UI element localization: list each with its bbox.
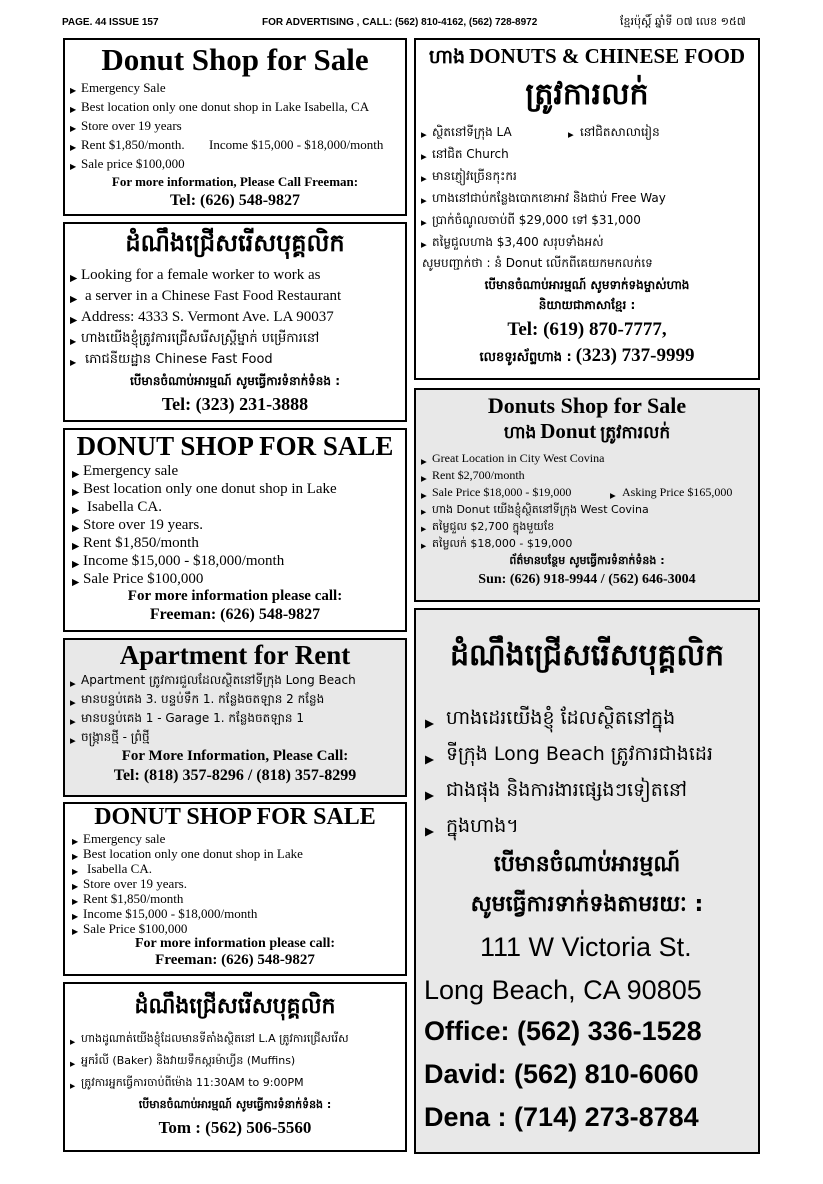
ad-job-tailor-long-beach bbox=[414, 608, 760, 1154]
ad-info: បើមានចំណាប់អារម្មណ៍ សូមធ្វើការទំនាក់ទំនង : bbox=[138, 1098, 332, 1111]
list-item: ▶ Apartment ត្រូវការជួលដែលស្ថិតនៅទីក្រុង Long Beach bbox=[69, 671, 405, 690]
ad-details bbox=[420, 121, 758, 253]
list-item: ▶ មានបន្ទប់គេង 3. បន្ទប់ទឹក 1. កន្លែងចតឡាន 2 កន្លែង bbox=[69, 690, 405, 709]
list-item: ▶ Emergency Sale bbox=[69, 78, 405, 97]
list-item: ▶ Looking for a female worker to work as bbox=[69, 265, 405, 286]
phone-dena bbox=[424, 1102, 758, 1133]
store-phone-label: លេខទូរស័ព្ទហាង : bbox=[479, 350, 572, 365]
list-item: ▶ Best location only one donut shop in Lake bbox=[71, 846, 405, 861]
ad-phone: Tel: (323) 231-3888 bbox=[161, 394, 309, 414]
khmer-issue-label: ខ្មែរប៉ុស្ដិ៍ ឆ្នាំទី ០៧ លេខ ១៥៧ bbox=[620, 15, 746, 28]
ad-body bbox=[424, 700, 758, 844]
list-item: ▶ ស្ថិតនៅទីក្រុង LA ▶ នៅជិតសាលារៀន bbox=[420, 121, 758, 143]
ad-subtitle: ត្រូវការលក់ bbox=[525, 77, 649, 112]
ad-donut-shop-sale-3 bbox=[63, 802, 407, 976]
phone-label: Office: bbox=[424, 1016, 510, 1046]
ad-details bbox=[69, 1028, 405, 1094]
phone-number: (562) 810-6060 bbox=[514, 1059, 699, 1089]
list-item: ▶ ជាងផុង និងការងារផ្សេងៗទៀតនៅ bbox=[424, 772, 758, 808]
list-item: ▶ ហាងយើងខ្ញុំត្រូវការជ្រើសរើសស្ត្រីម្នាក់ បម្រើការនៅ bbox=[69, 328, 405, 349]
phone-number: (562) 336-1528 bbox=[517, 1016, 702, 1046]
list-item: ▶ ហាងដេរយើងខ្ញុំ ដែលស្ថិតនៅក្នុង bbox=[424, 700, 758, 736]
ad-donuts-chinese-food bbox=[414, 38, 760, 380]
ad-details bbox=[69, 265, 405, 370]
list-item: ▶ Best location only one donut shop in Lake bbox=[71, 480, 405, 498]
ad-store-phone bbox=[416, 345, 758, 368]
ad-details bbox=[71, 462, 405, 588]
list-item: ▶ Store over 19 years bbox=[69, 116, 405, 135]
phone-label: Dena : bbox=[424, 1102, 507, 1132]
ad-job-chinese-fast-food bbox=[63, 222, 407, 422]
ad-title-english: DONUTS & CHINESE FOOD bbox=[469, 44, 746, 68]
ad-info: បើមានចំណាប់អារម្មណ៍ សូមធ្វើការទំនាក់ទំនង : bbox=[129, 374, 341, 388]
ad-title: DONUT SHOP FOR SALE bbox=[76, 431, 394, 461]
list-item: ▶ ភោជនីយដ្ឋាន Chinese Fast Food bbox=[69, 349, 405, 370]
ad-info: បើមានចំណាប់អារម្មណ៍ bbox=[493, 852, 681, 877]
address-line-2: Long Beach, CA 90805 bbox=[424, 975, 702, 1005]
rent-text: Rent $1,850/month. bbox=[81, 137, 185, 152]
store-phone-number: (323) 737-9999 bbox=[575, 345, 695, 366]
ad-details bbox=[420, 450, 758, 552]
ad-details bbox=[69, 78, 405, 173]
ad-phone: Freeman: (626) 548-9827 bbox=[149, 606, 321, 623]
ad-phone: Tel: (619) 870-7777, bbox=[507, 319, 667, 340]
list-item: ▶ តម្លៃជួល $2,700 ក្នុងមួយខែ bbox=[420, 518, 758, 535]
list-item: ▶ ទីក្រុង Long Beach ត្រូវការជាងដេរ bbox=[424, 736, 758, 772]
ad-title bbox=[416, 44, 758, 73]
list-item: ▶ Isabella CA. bbox=[71, 498, 405, 516]
list-item: ▶ ហាងដូណាត់យើងខ្ញុំដែលមានទីតាំងស្ថិតនៅ L.A ត្រូវការជ្រើសរើស bbox=[69, 1028, 405, 1050]
list-item: ▶ ចង្ក្រានថ្មី - ព្រំថ្មី bbox=[69, 728, 405, 747]
page-issue-label: PAGE. 44 ISSUE 157 bbox=[62, 17, 159, 28]
ad-subtitle-english: Donut bbox=[540, 419, 597, 443]
list-item: ▶ Great Location in City West Covina bbox=[420, 450, 758, 467]
ad-subtitle-khmer-2: ត្រូវការលក់ bbox=[600, 423, 671, 443]
ad-title: Apartment for Rent bbox=[119, 640, 351, 670]
list-item: ▶ តម្លៃលក់ $18,000 - $19,000 bbox=[420, 535, 758, 552]
list-item: ▶ មានបន្ទប់គេង 1 - Garage 1. កន្លែងចតឡាន 1 bbox=[69, 709, 405, 728]
list-item: ▶ ប្រាក់ចំណូលចាប់ពី $29,000 ទៅ $31,000 bbox=[420, 209, 758, 231]
list-item: ▶ Rent $1,850/month bbox=[71, 534, 405, 552]
phone-office bbox=[424, 1016, 758, 1047]
ad-note: សូមបញ្ជាក់ថា : នំ Donut លើកពីគេយកមកលក់ទេ bbox=[422, 256, 653, 270]
list-item: ▶ Store over 19 years. bbox=[71, 876, 405, 891]
ad-donuts-shop-west-covina bbox=[414, 388, 760, 602]
list-item: ▶ Sale Price $100,000 bbox=[71, 921, 405, 936]
ad-details bbox=[69, 671, 405, 747]
ad-info: For more information please call: bbox=[134, 936, 336, 951]
ad-donut-shop-sale-2 bbox=[63, 428, 407, 632]
list-item: ▶ Asking Price $165,000 bbox=[610, 485, 733, 501]
list-item: ▶ តម្លៃជួលហាង $3,400 សរុបទាំងអស់ bbox=[420, 231, 758, 253]
list-item: ▶ ក្នុងហាង។ bbox=[424, 808, 758, 844]
ad-phone: Sun: (626) 918-9944 / (562) 646-3004 bbox=[478, 572, 696, 587]
ad-info: បើមានចំណាប់អារម្មណ៍ សូមទាក់ទងម្ចាស់ហាង bbox=[484, 278, 690, 292]
ad-title: Donuts Shop for Sale bbox=[487, 393, 687, 418]
list-item: ▶ ហាង Donut យើងខ្ញុំស្ថិតនៅទីក្រុង West Covina bbox=[420, 501, 758, 518]
list-item: ▶ Rent $1,850/month bbox=[71, 891, 405, 906]
ad-phone: Freeman: (626) 548-9827 bbox=[155, 952, 315, 968]
list-item: ▶ នៅជិត Church bbox=[420, 143, 758, 165]
list-item: ▶ Sale Price $100,000 bbox=[71, 570, 405, 588]
list-item: ▶ Sale Price $18,000 - $19,000 ▶ Asking Price $165,000 bbox=[420, 484, 758, 501]
list-item: ▶ Best location only one donut shop in Lake Isabella, CA bbox=[69, 97, 405, 116]
income-text: Income $15,000 - $18,000/month bbox=[209, 137, 384, 152]
ad-donut-shop-sale-1 bbox=[63, 38, 407, 216]
ad-title: ដំណឹងជ្រើសរើសបុគ្គលិក bbox=[449, 638, 725, 673]
ad-title: Donut Shop for Sale bbox=[101, 42, 369, 77]
phone-label: David: bbox=[424, 1059, 507, 1089]
ad-title: ដំណឹងជ្រើសរើសបុគ្គលិក bbox=[134, 994, 336, 1019]
list-item: ▶ Emergency sale bbox=[71, 462, 405, 480]
list-item: ▶ a server in a Chinese Fast Food Restaurant bbox=[69, 286, 405, 307]
ad-phone: Tel: (818) 357-8296 / (818) 357-8299 bbox=[113, 767, 357, 784]
list-item: ▶ Income $15,000 - $18,000/month bbox=[71, 906, 405, 921]
advertising-contact: FOR ADVERTISING , CALL: (562) 810-4162, (562) 728-8972 bbox=[262, 17, 538, 28]
list-item: ▶ ហាងនៅជាប់កន្លែងបោកខោអាវ និងជាប់ Free Way bbox=[420, 187, 758, 209]
list-item: ▶ Income $15,000 - $18,000/month bbox=[71, 552, 405, 570]
ad-job-baker bbox=[63, 982, 407, 1152]
ad-title: DONUT SHOP FOR SALE bbox=[94, 804, 376, 830]
ad-apartment-for-rent bbox=[63, 638, 407, 797]
list-item: ▶ Store over 19 years. bbox=[71, 516, 405, 534]
address-line-1: 111 W Victoria St. bbox=[480, 932, 692, 962]
list-item: ▶ Address: 4333 S. Vermont Ave. LA 90037 bbox=[69, 307, 405, 328]
ad-title-khmer: ហាង bbox=[428, 46, 466, 68]
ad-title: ដំណឹងជ្រើសរើសបុគ្គលិក bbox=[125, 229, 345, 257]
ad-subtitle bbox=[416, 419, 758, 447]
list-item bbox=[69, 135, 405, 154]
ad-info: ព័ត៌មានបន្ថែម សូមធ្វើការទំនាក់ទំនង : bbox=[509, 554, 665, 567]
ad-details bbox=[71, 831, 405, 936]
page-header bbox=[62, 14, 762, 32]
ad-info-contact: សូមធ្វើការទាក់ទងតាមរយៈ : bbox=[470, 892, 704, 917]
ad-phone: Tom : (562) 506-5560 bbox=[158, 1118, 312, 1137]
phone-number: (714) 273-8784 bbox=[514, 1102, 699, 1132]
ad-phone: Tel: (626) 548-9827 bbox=[169, 192, 301, 209]
list-item: ▶ មានភ្ញៀវច្រើនកុះករ bbox=[420, 165, 758, 187]
ad-info: For more information please call: bbox=[127, 588, 343, 604]
ad-info: For More Information, Please Call: bbox=[121, 748, 349, 764]
list-item: ▶ Sale price $100,000 bbox=[69, 154, 405, 173]
ad-info: For more information, Please Call Freeman: bbox=[111, 174, 359, 189]
list-item: ▶ ត្រូវការអ្នកធ្វើការចាប់ពីម៉ោង 11:30AM to 9:00PM bbox=[69, 1072, 405, 1094]
list-item: ▶ Emergency sale bbox=[71, 831, 405, 846]
ad-subtitle-khmer: ហាង bbox=[503, 423, 537, 443]
list-item: ▶ Rent $2,700/month bbox=[420, 467, 758, 484]
list-item: ▶ Isabella CA. bbox=[71, 861, 405, 876]
list-item: ▶ អ្នករំលី (Baker) និងវាយទឹកស្ករម៉ាហ្វីន (Muffins) bbox=[69, 1050, 405, 1072]
list-item: ▶ នៅជិតសាលារៀន bbox=[568, 125, 660, 140]
ad-info-language: និយាយជាភាសាខ្មែរ : bbox=[538, 298, 636, 312]
phone-david bbox=[424, 1059, 758, 1090]
